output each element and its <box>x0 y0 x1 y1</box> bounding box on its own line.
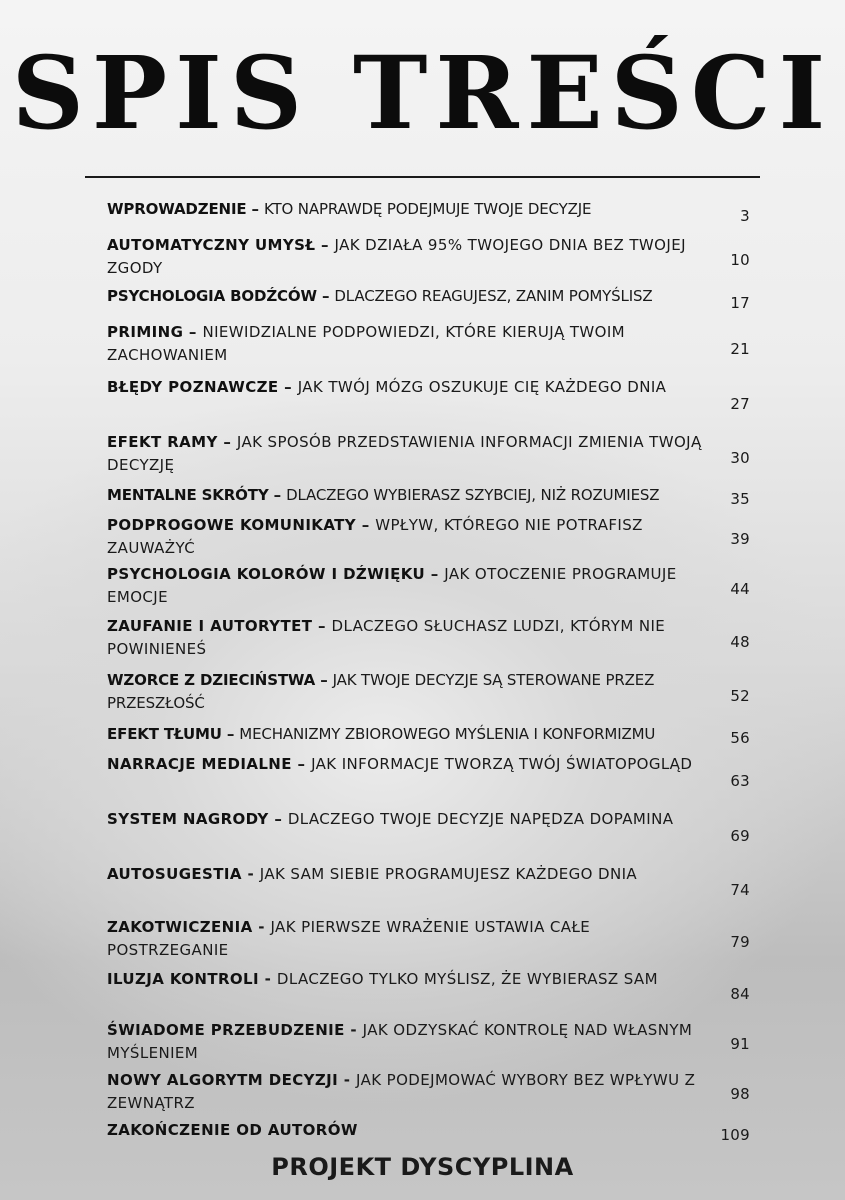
toc-entry-title: ILUZJA KONTROLI <box>107 970 260 988</box>
toc-entry-text <box>107 198 705 221</box>
toc-entry-separator: - <box>241 865 260 883</box>
toc-entry-description: JAK SAM SIEBIE PROGRAMUJESZ KAŻDEGO DNIA <box>259 865 638 883</box>
toc-entry-system-nagrody[interactable] <box>107 808 762 863</box>
toc-entry-separator: – <box>315 671 333 689</box>
toc-entry-narracje-medialne[interactable] <box>107 753 762 808</box>
toc-entry-zaufanie-i-autorytet[interactable] <box>107 615 762 669</box>
toc-entry-text <box>107 723 705 746</box>
toc-entry-separator: – <box>268 486 287 504</box>
toc-entry-text <box>107 1019 705 1065</box>
toc-entry-automatyczny-umysl[interactable] <box>107 234 762 285</box>
toc-entry-title: WPROWADZENIE <box>107 200 247 218</box>
toc-entry-title: PRIMING <box>107 323 184 341</box>
toc-entry-wprowadzenie[interactable] <box>107 198 762 234</box>
toc-entry-separator: – <box>278 378 298 396</box>
toc-entry-separator: - <box>344 1021 363 1039</box>
toc-entry-nowy-algorytm-decyzji[interactable] <box>107 1069 762 1119</box>
toc-entry-title: AUTOMATYCZNY UMYSŁ <box>107 236 316 254</box>
toc-entry-text <box>107 484 705 507</box>
toc-entry-title: WZORCE Z DZIECIŃSTWA <box>107 671 316 689</box>
toc-entry-separator: – <box>217 433 237 451</box>
toc-entry-efekt-tlumu[interactable] <box>107 723 762 753</box>
toc-entry-title: PSYCHOLOGIA BODŹCÓW <box>107 287 317 305</box>
toc-entry-text <box>107 753 705 776</box>
toc-entry-podprogowe-komunikaty[interactable] <box>107 514 762 563</box>
toc-entry-page-number: 30 <box>730 448 750 467</box>
toc-entry-separator: – <box>356 516 376 534</box>
toc-entry-separator: – <box>183 323 203 341</box>
toc-entry-description: JAK TWOJE DECYZJE SĄ STEROWANE PRZEZ PRZESZŁOŚĆ <box>107 671 655 712</box>
toc-entry-text <box>107 615 705 661</box>
toc-entry-text <box>107 563 705 609</box>
toc-entry-page-number: 52 <box>730 687 750 705</box>
toc-entry-text <box>107 808 705 831</box>
toc-entry-text <box>107 968 705 991</box>
toc-entry-text <box>107 321 705 367</box>
toc-entry-bledy-poznawcze[interactable] <box>107 376 762 431</box>
toc-entry-swiadome-przebudzenie[interactable] <box>107 1019 762 1069</box>
toc-entry-title: PODPROGOWE KOMUNIKATY <box>107 516 357 534</box>
toc-entry-mentalne-skroty[interactable] <box>107 484 762 514</box>
toc-entry-description: DLACZEGO TYLKO MYŚLISZ, ŻE WYBIERASZ SAM <box>276 970 658 988</box>
toc-entry-separator: - <box>259 970 277 988</box>
toc-entry-title: SYSTEM NAGRODY <box>107 810 269 828</box>
toc-entry-efekt-ramy[interactable] <box>107 431 762 484</box>
toc-entry-page-number: 27 <box>730 394 750 413</box>
toc-entry-page-number: 44 <box>730 580 750 598</box>
toc-entry-separator: – <box>315 236 335 254</box>
toc-entry-title: ZAUFANIE I AUTORYTET <box>107 617 313 635</box>
toc-entry-description: JAK INFORMACJE TWORZĄ TWÓJ ŚWIATOPOGLĄD <box>311 755 693 773</box>
toc-entry-page-number: 10 <box>730 250 750 269</box>
toc-entry-separator: – <box>316 287 335 305</box>
toc-entry-page-number: 69 <box>730 826 750 845</box>
toc-entry-text <box>107 514 705 560</box>
toc-entry-text <box>107 1119 705 1142</box>
toc-entry-title: ŚWIADOME PRZEBUDZENIE <box>107 1021 345 1039</box>
toc-entry-description: JAK SPOSÓB PRZEDSTAWIENIA INFORMACJI ZMIENIA TWOJĄ DECYZJĘ <box>107 433 702 474</box>
toc-entry-psychologia-kolorow[interactable] <box>107 563 762 615</box>
toc-entry-page-number: 79 <box>730 933 750 951</box>
toc-entry-title: PSYCHOLOGIA KOLORÓW I DŹWIĘKU <box>107 565 426 583</box>
title-divider <box>85 176 760 178</box>
toc-entry-page-number: 21 <box>730 339 750 358</box>
toc-entry-description: DLACZEGO WYBIERASZ SZYBCIEJ, NIŻ ROZUMIESZ <box>286 486 660 504</box>
toc-entry-page-number: 84 <box>730 984 750 1003</box>
toc-entry-text <box>107 376 705 399</box>
toc-entry-separator: – <box>221 725 240 743</box>
toc-entry-description: JAK OTOCZENIE PROGRAMUJE EMOCJE <box>107 565 677 606</box>
toc-entry-text <box>107 669 705 715</box>
toc-entry-description: JAK DZIAŁA 95% TWOJEGO DNIA BEZ TWOJEJ ZGODY <box>107 236 686 277</box>
toc-entry-priming[interactable] <box>107 321 762 376</box>
toc-entry-description: JAK PODEJMOWAĆ WYBORY BEZ WPŁYWU Z ZEWNĄTRZ <box>107 1071 696 1112</box>
toc-entry-page-number: 39 <box>730 529 750 548</box>
toc-entry-description: JAK TWÓJ MÓZG OSZUKUJE CIĘ KAŻDEGO DNIA <box>297 378 667 396</box>
toc-entry-description: JAK ODZYSKAĆ KONTROLĘ NAD WŁASNYM MYŚLENIEM <box>107 1021 693 1062</box>
toc-entry-title: EFEKT TŁUMU <box>107 725 222 743</box>
toc-entry-page-number: 56 <box>730 729 750 747</box>
toc-entry-title: AUTOSUGESTIA <box>107 865 242 883</box>
toc-entry-text <box>107 863 705 886</box>
toc-entry-title: ZAKOŃCZENIE OD AUTORÓW <box>107 1121 358 1139</box>
toc-entry-page-number: 17 <box>730 294 750 312</box>
toc-entry-separator: - <box>252 918 271 936</box>
toc-entry-autosugestia[interactable] <box>107 863 762 916</box>
toc-entry-description: JAK PIERWSZE WRAŻENIE USTAWIA CAŁE POSTRZEGANIE <box>107 918 591 959</box>
toc-entry-page-number: 3 <box>740 207 750 225</box>
toc-entry-zakonczenie-od-autorow[interactable] <box>107 1119 762 1151</box>
toc-entry-zakotwiczenia[interactable] <box>107 916 762 968</box>
toc-entry-text <box>107 234 705 280</box>
toc-entry-title: MENTALNE SKRÓTY <box>107 486 269 504</box>
toc-entry-iluzja-kontroli[interactable] <box>107 968 762 1019</box>
footer-brand: PROJEKT DYSCYPLINA <box>271 1153 574 1181</box>
toc-entry-page-number: 35 <box>730 490 750 508</box>
toc-entry-title: ZAKOTWICZENIA <box>107 918 253 936</box>
toc-entry-title: BŁĘDY POZNAWCZE <box>107 378 279 396</box>
toc-entry-title: NARRACJE MEDIALNE <box>107 755 292 773</box>
toc-entry-text <box>107 431 705 477</box>
toc-entry-description: DLACZEGO REAGUJESZ, ZANIM POMYŚLISZ <box>334 287 653 305</box>
toc-entry-description: KTO NAPRAWDĘ PODEJMUJE TWOJE DECYZJE <box>263 200 592 218</box>
toc-entry-separator: – <box>246 200 264 218</box>
toc-entry-title: EFEKT RAMY <box>107 433 218 451</box>
toc-entry-text <box>107 916 705 962</box>
page-title: SPIS TREŚCI <box>11 34 834 152</box>
toc-entry-text <box>107 1069 705 1115</box>
toc-entry-separator: – <box>425 565 445 583</box>
toc-entry-separator: - <box>338 1071 357 1089</box>
toc-entry-psychologia-bodzcow[interactable] <box>107 285 762 321</box>
toc-entry-description: NIEWIDZIALNE PODPOWIEDZI, KTÓRE KIERUJĄ TWOIM ZACHOWANIEM <box>107 323 626 364</box>
toc-entry-page-number: 109 <box>720 1126 750 1144</box>
toc-entry-separator: – <box>312 617 332 635</box>
toc-entry-wzorce-z-dziecinstwa[interactable] <box>107 669 762 723</box>
toc-entry-page-number: 91 <box>730 1035 750 1053</box>
toc-entry-description: DLACZEGO SŁUCHASZ LUDZI, KTÓRYM NIE POWINIENEŚ <box>107 617 666 658</box>
toc-entry-text <box>107 285 705 308</box>
toc-entry-separator: – <box>291 755 312 773</box>
toc-entry-separator: – <box>268 810 288 828</box>
toc-entry-description: WPŁYW, KTÓREGO NIE POTRAFISZ ZAUWAŻYĆ <box>107 516 643 557</box>
toc-entry-page-number: 98 <box>730 1085 750 1103</box>
toc-entry-description: MECHANIZMY ZBIOROWEGO MYŚLENIA I KONFORMIZMU <box>239 725 656 743</box>
toc-entry-description: DLACZEGO TWOJE DECYZJE NAPĘDZA DOPAMINA <box>287 810 674 828</box>
table-of-contents <box>107 198 762 1151</box>
toc-entry-title: NOWY ALGORYTM DECYZJI <box>107 1071 339 1089</box>
toc-entry-page-number: 48 <box>730 633 750 651</box>
toc-entry-page-number: 74 <box>730 880 750 899</box>
toc-entry-page-number: 63 <box>730 771 750 790</box>
